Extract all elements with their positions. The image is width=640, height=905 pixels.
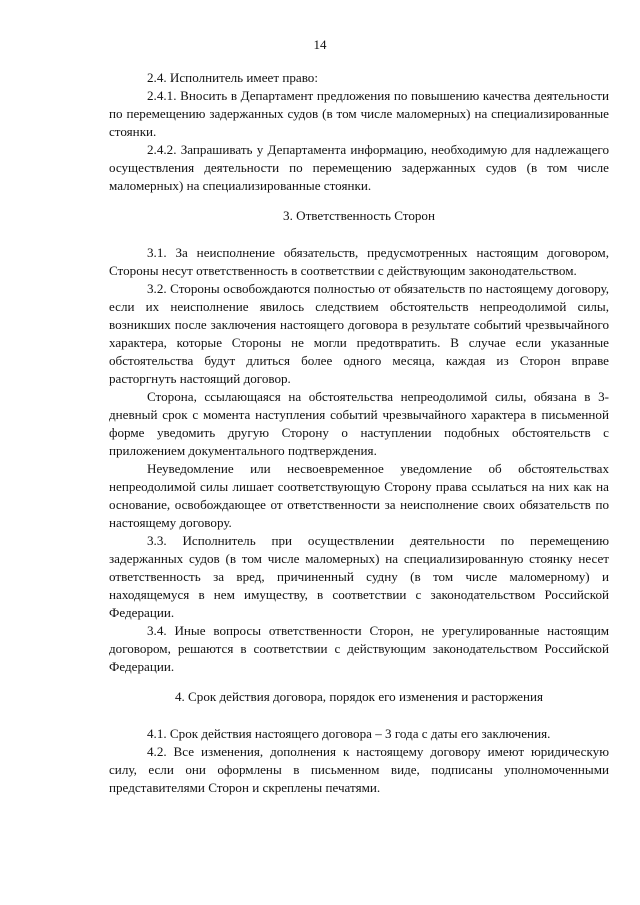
spacer <box>109 195 609 207</box>
spacer <box>109 676 609 688</box>
paragraph-4-1: 4.1. Срок действия настоящего договора – 3 года с даты его заключения. <box>147 726 551 741</box>
spacer <box>109 225 609 244</box>
spacer <box>109 706 609 725</box>
section-3-heading: 3. Ответственность Сторон <box>283 208 435 223</box>
section-4-heading: 4. Срок действия договора, порядок его изменения и расторжения <box>174 689 544 704</box>
paragraph-non-notification: Неуведомление или несвоевременное уведомление об обстоятельствах непреодолимой силы лишает соответствующую Сторону права ссылаться на них как на основание, освобождающее от ответственности за неисполнение своих обязательств по настоящему договору. <box>109 461 609 530</box>
paragraph-3-4: 3.4. Иные вопросы ответственности Сторон, не урегулированные настоящим договором, решаются в соответствии с действующим законодательством Российской Федерации. <box>109 623 609 674</box>
paragraph-2-4: 2.4. Исполнитель имеет право: <box>147 70 318 85</box>
paragraph-force-majeure-notice: Сторона, ссылающаяся на обстоятельства непреодолимой силы, обязана в 3-дневный срок с момента наступления событий чрезвычайного характера в письменной форме уведомить другую Сторону о наступлении подобных обстоятельств с приложением документального подтверждения. <box>109 389 609 458</box>
paragraph-3-3: 3.3. Исполнитель при осуществлении деятельности по перемещению задержанных судов (в том числе маломерных) на специализированную стоянку несет ответственность за вред, причиненный судну (в том числе маломерному) и находящемуся в нем имуществу, в соответствии с законодательством Российской Федерации. <box>109 533 609 620</box>
paragraph-3-1: 3.1. За неисполнение обязательств, предусмотренных настоящим договором, Стороны несут ответственность в соответствии с действующим законодательством. <box>109 245 609 278</box>
paragraph-2-4-2: 2.4.2. Запрашивать у Департамента информацию, необходимую для надлежащего осуществления деятельности по перемещению задержанных судов (в том числе маломерных) на специализированные стоянки. <box>109 142 609 193</box>
paragraph-2-4-1: 2.4.1. Вносить в Департамент предложения по повышению качества деятельности по перемещению задержанных судов (в том числе маломерных) на специализированные стоянки. <box>109 88 609 139</box>
paragraph-3-2: 3.2. Стороны освобождаются полностью от обязательств по настоящему договору, если их неисполнение явилось следствием обстоятельств непреодолимой силы, возникших после заключения настоящего договора в результате событий чрезвычайного характера, которые Стороны не могли предотвратить. В случае если указанные обстоятельства будут длиться более одного месяца, каждая из Сторон вправе расторгнуть настоящий договор. <box>109 281 609 386</box>
paragraph-4-2: 4.2. Все изменения, дополнения к настоящему договору имеют юридическую силу, если они оформлены в письменном виде, подписаны уполномоченными представителями Сторон и скреплены печатями. <box>109 744 609 795</box>
page-number: 14 <box>313 37 327 52</box>
document-body <box>109 69 609 797</box>
